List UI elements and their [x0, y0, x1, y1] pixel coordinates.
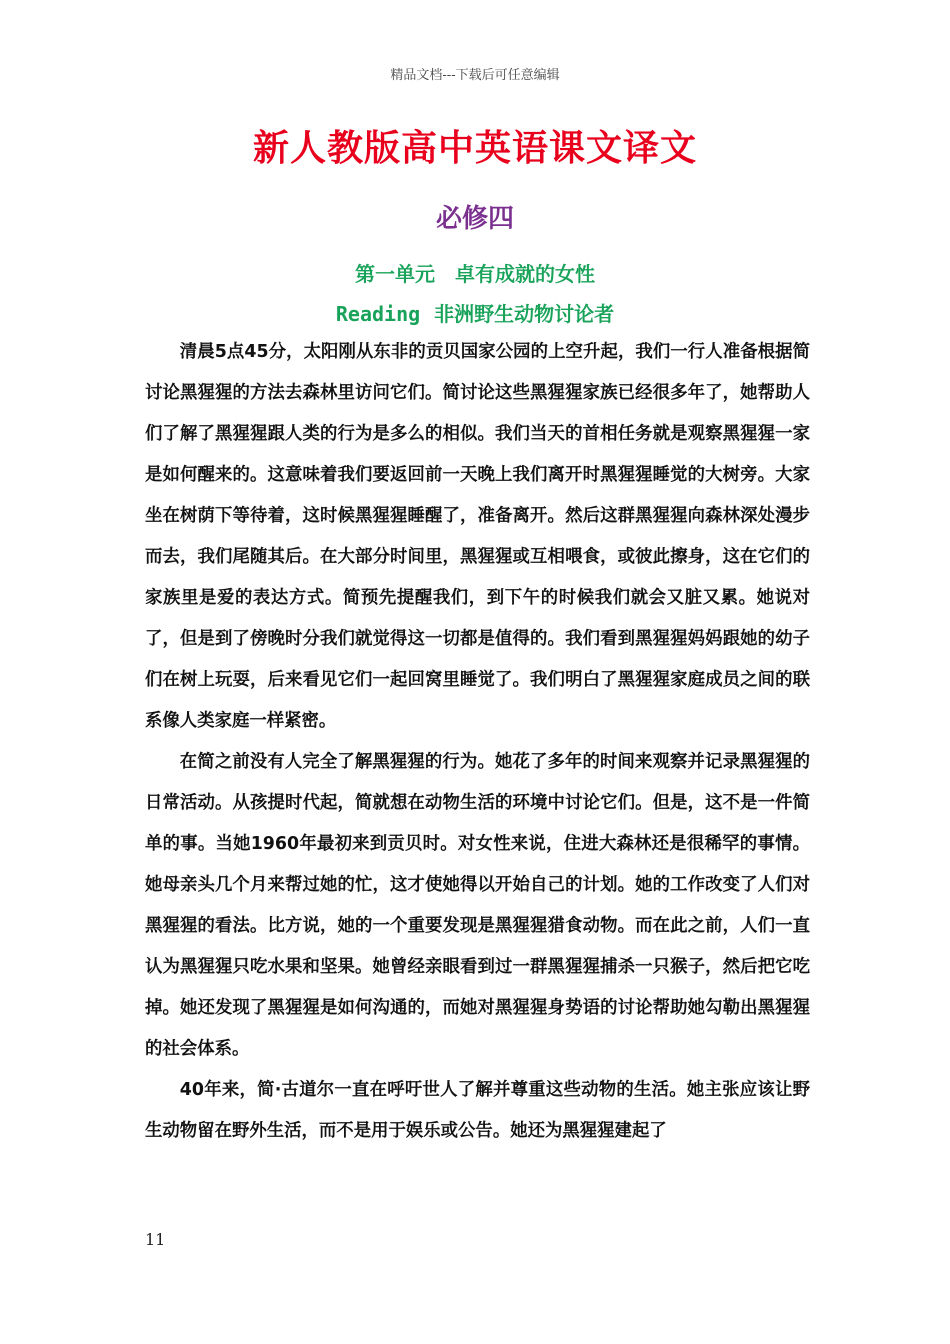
document-subtitle: 必修四 — [435, 204, 514, 234]
paragraph-3: 40年来，简·古道尔一直在呼吁世人了解并尊重这些动物的生活。她主张应该让野生动物留在野外生活，而不是用于娱乐或公告。她还为黑猩猩建起了 — [145, 1080, 810, 1141]
page-number: 11 — [145, 1230, 166, 1249]
unit-title: 第一单元 卓有成就的女性 — [355, 262, 595, 286]
reading-label: Reading — [335, 302, 421, 326]
paragraph-1: 清晨5点45分，太阳刚从东非的贡贝国家公园的上空升起，我们一行人准备根据简讨论黑猩猩的方法去森林里访问它们。简讨论这些黑猩猩家族已经很多年了，她帮助人们了解了黑猩猩跟人类的行为是多么的相似。我们当天的首相任务就是观察黑猩猩一家是如何醒来的。这意味着我们要返回前一天晚上我们离开时黑猩猩睡觉的大树旁。大家坐在树荫下等待着，这时候黑猩猩睡醒了，准备离开。然后这群黑猩猩向森林深处漫步而去，我们尾随其后。在大部分时间里，黑猩猩或互相喂食，或彼此擦身，这在它们的家族里是爱的表达方式。简预先提醒我们，到下午的时候我们就会又脏又累。她说对了，但是到了傍晚时分我们就觉得这一切都是值得的。我们看到黑猩猩妈妈跟她的幼子们在树上玩耍，后来看见它们一起回窝里睡觉了。我们明白了黑猩猩家庭成员之间的联系像人类家庭一样紧密。 — [145, 342, 810, 731]
body-text — [145, 332, 810, 1152]
header-note: 精品文档---下载后可任意编辑 — [390, 68, 560, 83]
paragraph-2: 在简之前没有人完全了解黑猩猩的行为。她花了多年的时间来观察并记录黑猩猩的日常活动。从孩提时代起，简就想在动物生活的环境中讨论它们。但是，这不是一件简单的事。当她1960年最初来到贡贝时。对女性来说，住进大森林还是很稀罕的事情。她母亲头几个月来帮过她的忙，这才使她得以开始自己的计划。她的工作改变了人们对黑猩猩的看法。比方说，她的一个重要发现是黑猩猩猎食动物。而在此之前，人们一直认为黑猩猩只吃水果和坚果。她曾经亲眼看到过一群黑猩猩捕杀一只猴子，然后把它吃掉。她还发现了黑猩猩是如何沟通的，而她对黑猩猩身势语的讨论帮助她勾勒出黑猩猩的社会体系。 — [145, 752, 810, 1059]
reading-title: 非洲野生动物讨论者 — [434, 302, 615, 326]
document-title: 新人教版高中英语课文译文 — [252, 128, 697, 169]
reading-heading — [0, 298, 950, 327]
